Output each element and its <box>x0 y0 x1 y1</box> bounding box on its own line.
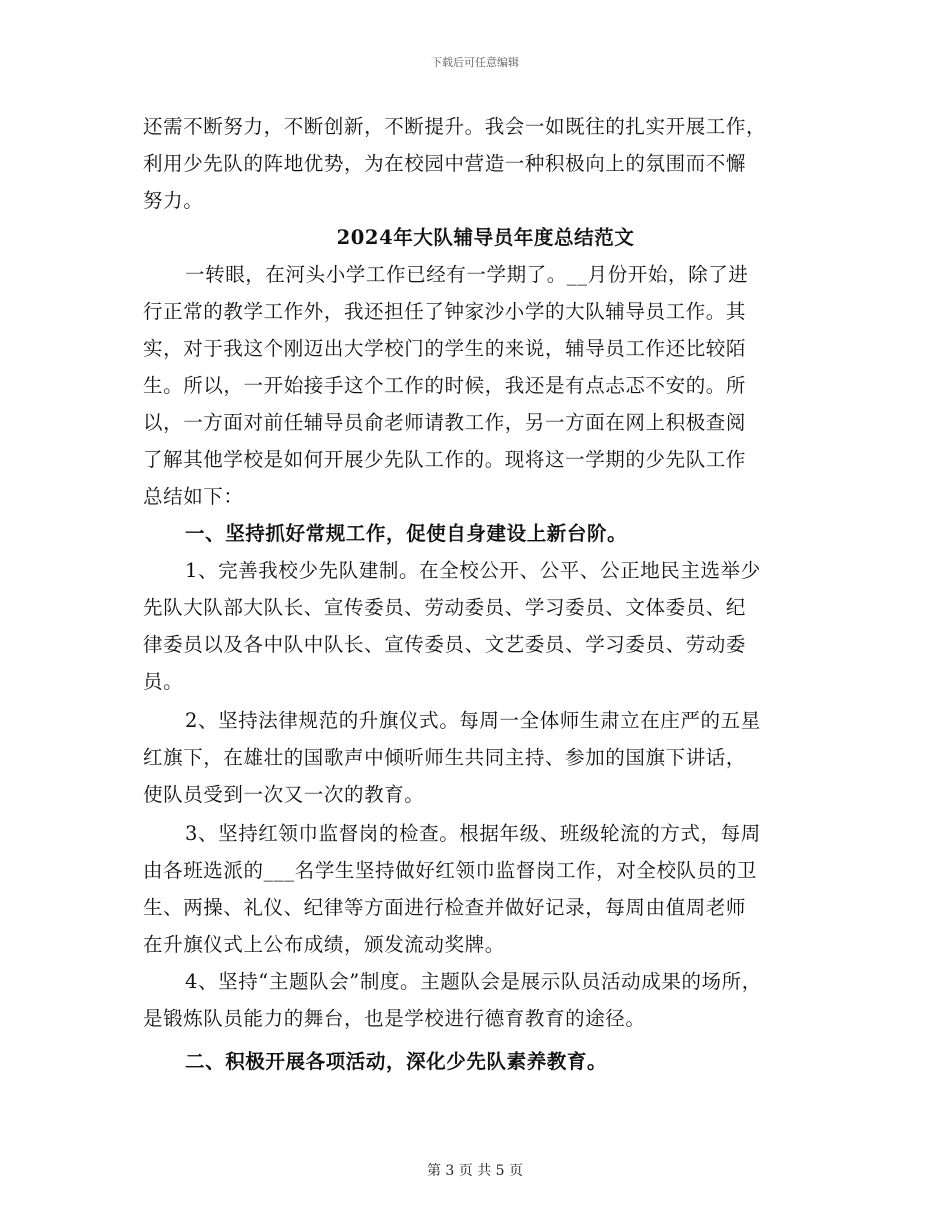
text-line: 总结如下： <box>143 485 244 508</box>
text-line: 由各班选派的___名学生坚持做好红领巾监督岗工作，对全校队员的卫 <box>143 859 757 882</box>
text-line: 4、坚持“主题队会”制度。主题队会是展示队员活动成果的场所， <box>185 970 762 993</box>
document-body <box>143 108 828 1080</box>
text-line: 2、坚持法律规范的升旗仪式。每周一全体师生肃立在庄严的五星 <box>185 709 761 732</box>
document-title: 2024年大队辅导员年度总结范文 <box>336 226 635 249</box>
text-line: 努力。 <box>143 189 204 212</box>
text-line: 1、完善我校少先队建制。在全校公开、公平、公正地民主选举少 <box>185 559 761 582</box>
page-number: 第 3 页 共 5 页 <box>426 1163 524 1179</box>
text-line: 实，对于我这个刚迈出大学校门的学生的来说，辅导员工作还比较陌 <box>143 337 747 360</box>
section-heading: 一、坚持抓好常规工作，促使自身建设上新台阶。 <box>185 522 628 545</box>
text-line: 生。所以，一开始接手这个工作的时候，我还是有点忐忑不安的。所 <box>143 374 747 397</box>
text-line: 行正常的教学工作外，我还担任了钟家沙小学的大队辅导员工作。其 <box>143 300 747 323</box>
header-note: 下载后可任意编辑 <box>431 56 519 69</box>
text-line: 使队员受到一次又一次的教育。 <box>143 783 425 806</box>
text-line: 还需不断努力，不断创新，不断提升。我会一如既往的扎实开展工作， <box>143 115 767 138</box>
text-line: 利用少先队的阵地优势，为在校园中营造一种积极向上的氛围而不懈 <box>143 152 747 175</box>
text-line: 律委员以及各中队中队长、宣传委员、文艺委员、学习委员、劳动委 <box>143 633 747 656</box>
text-line: 员。 <box>143 670 184 693</box>
text-line: 是锻炼队员能力的舞台，也是学校进行德育教育的途径。 <box>143 1007 646 1030</box>
text-line: 3、坚持红领巾监督岗的检查。根据年级、班级轮流的方式，每周 <box>185 822 761 845</box>
text-line: 一转眼，在河头小学工作已经有一学期了。__月份开始，除了进 <box>185 263 749 286</box>
text-line: 先队大队部大队长、宣传委员、劳动委员、学习委员、文体委员、纪 <box>143 596 747 619</box>
text-line: 在升旗仪式上公布成绩，颁发流动奖牌。 <box>143 933 505 956</box>
text-line: 生、两操、礼仪、纪律等方面进行检查并做好记录，每周由值周老师 <box>143 896 747 919</box>
text-line: 了解其他学校是如何开展少先队工作的。现将这一学期的少先队工作 <box>143 448 747 471</box>
section-heading: 二、积极开展各项活动，深化少先队素养教育。 <box>185 1050 608 1073</box>
text-line: 以，一方面对前任辅导员俞老师请教工作，另一方面在网上积极查阅 <box>143 411 747 434</box>
text-line: 红旗下，在雄壮的国歌声中倾听师生共同主持、参加的国旗下讲话， <box>143 746 747 769</box>
